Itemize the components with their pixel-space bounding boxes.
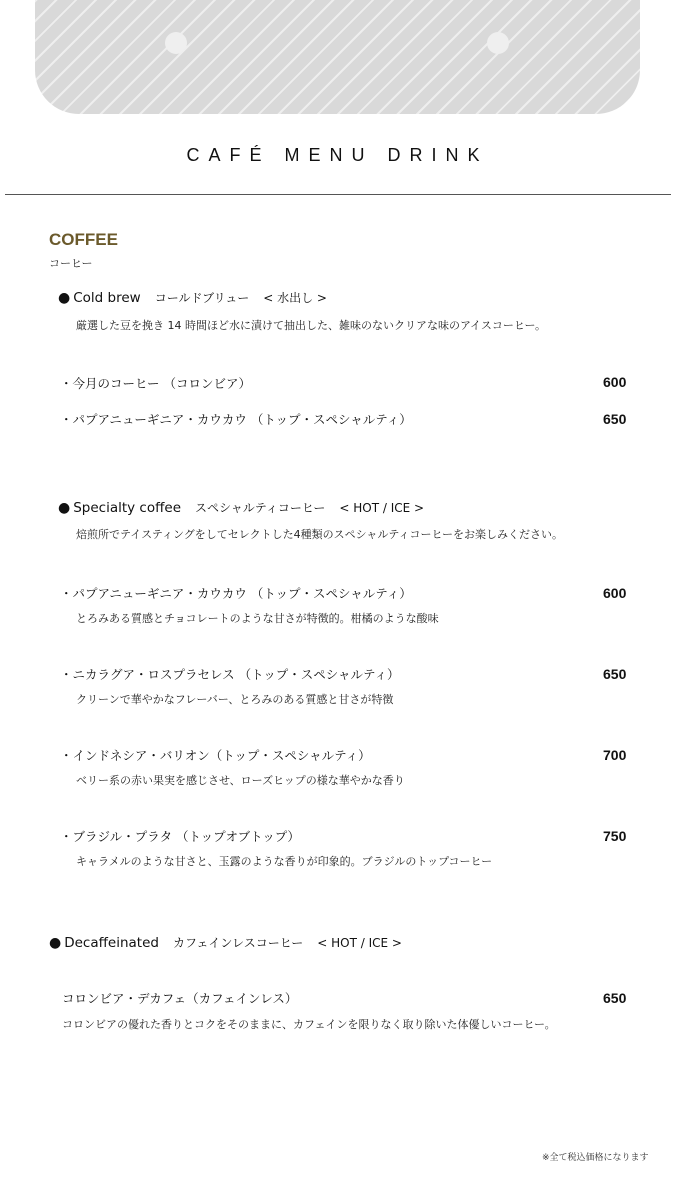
section-title: COFFEE: [49, 230, 118, 249]
group-tag: < HOT / ICE >: [339, 501, 425, 515]
menu-item-price: 600: [603, 585, 627, 601]
group-header-specialty: [58, 499, 424, 516]
clipboard-clip: [35, 0, 640, 114]
group-name-ja: コールドブリュー: [154, 291, 250, 305]
bullet-icon: ●: [58, 500, 71, 516]
menu-item-name: ・インドネシア・バリオン（トップ・スペシャルティ）: [60, 748, 371, 763]
menu-item-name: ・今月のコーヒー （コロンビア）: [60, 376, 251, 391]
menu-item-name: ・パプアニューギニア・カウカウ （トップ・スペシャルティ）: [60, 412, 412, 427]
menu-item-name: ・ブラジル・プラタ （トップオブトップ）: [60, 829, 300, 844]
menu-item-description: クリーンで華やかなフレーバー、とろみのある質感と甘さが特徴: [76, 693, 394, 706]
menu-item-name: ・パプアニューギニア・カウカウ （トップ・スペシャルティ）: [60, 586, 412, 601]
menu-item-description: コロンビアの優れた香りとコクをそのままに、カフェインを限りなく取り除いた体優しいコーヒー。: [62, 1018, 556, 1031]
group-name-ja: スペシャルティコーヒー: [195, 501, 326, 515]
clip-hole-right: [487, 32, 509, 54]
section-subtitle: コーヒー: [49, 257, 93, 270]
group-name: Specialty coffee: [73, 500, 182, 516]
menu-item-description: ベリー系の赤い果実を感じさせ、ローズヒップの様な華やかな香り: [76, 774, 405, 787]
page-title: CAFÉ MENU DRINK: [186, 145, 489, 165]
tax-note: ※全て税込価格になります: [542, 1153, 649, 1163]
group-tag: < 水出し >: [263, 291, 327, 305]
clip-hole-left: [165, 32, 187, 54]
bullet-icon: ●: [49, 935, 62, 951]
menu-item-price: 600: [603, 374, 627, 390]
menu-item-price: 650: [603, 666, 627, 682]
menu-item-description: とろみある質感とチョコレートのような甘さが特徴的。柑橘のような酸味: [76, 612, 439, 625]
title-divider: [5, 194, 671, 195]
menu-item-name: ・ニカラグア・ロスプラセレス （トップ・スペシャルティ）: [60, 667, 400, 682]
menu-item-price: 650: [603, 411, 627, 427]
group-header-decaf: [49, 934, 402, 951]
menu-item-price: 650: [603, 990, 627, 1006]
group-name: Decaffeinated: [64, 935, 159, 951]
group-tag: < HOT / ICE >: [317, 936, 402, 950]
menu-item-name: コロンビア・デカフェ（カフェインレス）: [62, 991, 298, 1006]
bullet-icon: ●: [58, 290, 71, 306]
group-header-cold-brew: [58, 289, 327, 306]
menu-item-price: 750: [603, 828, 627, 844]
group-description: 厳選した豆を挽き 14 時間ほど水に漬けて抽出した、雑味のないクリアな味のアイスコーヒー。: [76, 319, 547, 332]
group-name-ja: カフェインレスコーヒー: [172, 936, 304, 950]
group-description: 焙煎所でテイスティングをしてセレクトした4種類のスペシャルティコーヒーをお楽しみください。: [76, 528, 564, 541]
group-name: Cold brew: [73, 290, 141, 306]
menu-item-price: 700: [603, 747, 627, 763]
menu-item-description: キャラメルのような甘さと、玉露のような香りが印象的。ブラジルのトップコーヒー: [76, 855, 493, 868]
